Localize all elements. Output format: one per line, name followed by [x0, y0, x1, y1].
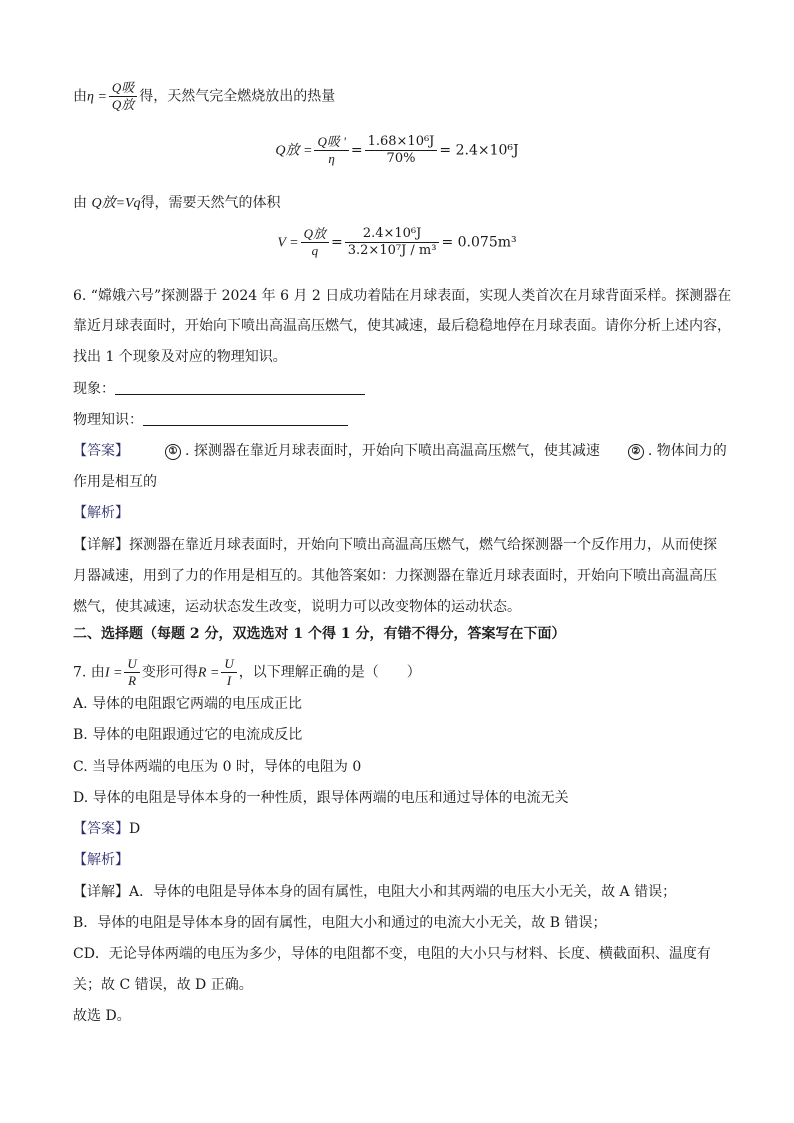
knowledge-label: 物理知识：	[73, 412, 143, 428]
v-frac2-num: 2.4×10⁶J	[362, 226, 422, 241]
q7-option-c[interactable]: C. 当导体两端的电压为 0 时，导体的电阻为 0	[73, 759, 362, 775]
vq-suffix: 得，需要天然气的体积	[140, 195, 281, 211]
q7-answer: D	[129, 821, 141, 837]
q-result: = 2.4×10⁶J	[439, 142, 519, 159]
q6-detail-line3: 燃气，使其减速，运动状态发生改变，说明力可以改变物体的运动状态。	[73, 599, 521, 615]
section-2-title: 二、选择题（每题 2 分，双选选对 1 个得 1 分，有错不得分，答案写在下面）	[73, 626, 566, 642]
q-calc-equation	[0, 134, 794, 167]
q7-detail-line3: CD．无论导体两端的电压为多少，导体的电阻都不变，电阻的大小只与材料、长度、横截面积、温度有	[73, 946, 711, 962]
answer-1: . 探测器在靠近月球表面时，开始向下喷出高温高压燃气，使其减速	[185, 443, 600, 459]
q7-f2-num: U	[224, 656, 234, 671]
q-frac1-num: Q吸 '	[317, 134, 346, 149]
phenomenon-row	[73, 379, 734, 399]
q7-frac2	[221, 656, 236, 689]
q-frac2	[365, 134, 438, 167]
v-frac1-num: Q放	[303, 226, 327, 241]
q7-conclusion: 故选 D。	[73, 1008, 131, 1024]
q6-answer-line2: 作用是相互的	[73, 474, 157, 490]
q7-option-b[interactable]: B. 导体的电阻跟通过它的电流成反比	[73, 727, 303, 743]
q6-text-line1: 6. “嫦娥六号”探测器于 2024 年 6 月 2 日成功着陆在月球表面，实现人类首次在月球背面采样。探测器在	[73, 288, 732, 304]
knowledge-blank[interactable]	[143, 411, 348, 426]
q6-text-line2: 靠近月球表面时，开始向下喷出高温高压燃气，使其减速，最后稳稳地停在月球表面。请你分析上述内容，	[73, 318, 731, 334]
eta-num: Q吸	[111, 80, 135, 95]
q7-detail-text1: A．导体的电阻是导体本身的固有属性，电阻大小和其两端的电压大小无关，故 A 错误；	[129, 884, 677, 900]
detail-tag: 【详解】	[73, 537, 129, 553]
q-frac1	[314, 134, 348, 167]
q6-text-line3: 找出 1 个现象及对应的物理知识。	[73, 349, 287, 365]
q-lhs: Q放 =	[275, 143, 313, 159]
answer-2a: . 物体间力的	[647, 443, 727, 459]
mark-1: ①	[165, 444, 181, 460]
v-frac1	[301, 226, 329, 259]
v-lhs: V =	[277, 235, 299, 251]
q7-option-d[interactable]: D. 导体的电阻是导体本身的一种性质，跟导体两端的电压和通过导体的电流无关	[73, 790, 569, 806]
v-eq: =	[331, 234, 343, 251]
q6-detail-line1	[73, 535, 734, 555]
phenomenon-blank[interactable]	[115, 380, 365, 395]
q7-suffix: ，以下理解正确的是（ ）	[238, 664, 421, 681]
q-frac2-num: 1.68×10⁶J	[367, 134, 435, 149]
eta-den: Q放	[111, 97, 135, 112]
q-frac1-den: η	[328, 151, 335, 166]
v-frac2-den: 3.2×10⁷J / m³	[347, 243, 437, 258]
eta-suffix: 得，天然气完全燃烧放出的热量	[139, 88, 336, 105]
q7-stem	[73, 656, 734, 689]
q7-prefix: 7. 由	[73, 664, 105, 681]
q6-detail-line2: 月器减速，用到了力的作用是相互的。其他答案如：力探测器在靠近月球表面时，开始向下喷出高温高压	[73, 568, 717, 584]
vq-expr: Q放=Vq	[91, 196, 141, 211]
v-frac2	[345, 226, 440, 259]
q6-analysis-tag: 【解析】	[73, 505, 129, 521]
q7-option-a[interactable]: A. 导体的电阻跟它两端的电压成正比	[73, 696, 303, 712]
phenomenon-label: 现象：	[73, 381, 115, 397]
answer-tag: 【答案】	[73, 443, 129, 459]
mark-2: ②	[628, 444, 644, 460]
v-frac1-den: q	[311, 243, 319, 258]
eta-lhs: η =	[87, 89, 107, 105]
knowledge-row	[73, 410, 734, 430]
q7-analysis-tag: 【解析】	[73, 852, 129, 868]
q7-answer-tag: 【答案】	[73, 821, 129, 837]
q6-answer-line1	[73, 441, 734, 461]
q7-detail-line2: B．导体的电阻是导体本身的固有属性，电阻大小和通过的电流大小无关，故 B 错误；	[73, 915, 607, 931]
vq-line	[73, 193, 734, 214]
eta-prefix: 由	[73, 88, 87, 105]
eta-fraction	[109, 80, 137, 113]
q-eq: =	[350, 142, 363, 159]
q7-f2-den: I	[226, 673, 232, 688]
q7-f1-num: U	[127, 656, 137, 671]
q6-detail-text1: 探测器在靠近月球表面时，开始向下喷出高温高压燃气，燃气给探测器一个反作用力，从而使探	[129, 537, 717, 553]
q7-f1-lhs: I =	[104, 665, 123, 681]
q7-f2-lhs: R =	[197, 665, 220, 681]
vq-prefix: 由	[73, 195, 92, 211]
v-result: = 0.075m³	[441, 234, 517, 251]
q-frac2-den: 70%	[386, 151, 416, 166]
q7-mid: 变形可得	[141, 664, 198, 681]
q7-detail-line4: 关；故 C 错误，故 D 正确。	[73, 977, 253, 993]
v-calc-equation	[0, 226, 794, 259]
q7-detail-line1	[73, 882, 734, 902]
q7-f1-den: R	[128, 673, 137, 688]
q7-answer-row	[73, 819, 734, 839]
q7-frac1	[124, 656, 139, 689]
eta-formula-line	[73, 80, 734, 113]
q7-detail-tag: 【详解】	[73, 884, 129, 900]
